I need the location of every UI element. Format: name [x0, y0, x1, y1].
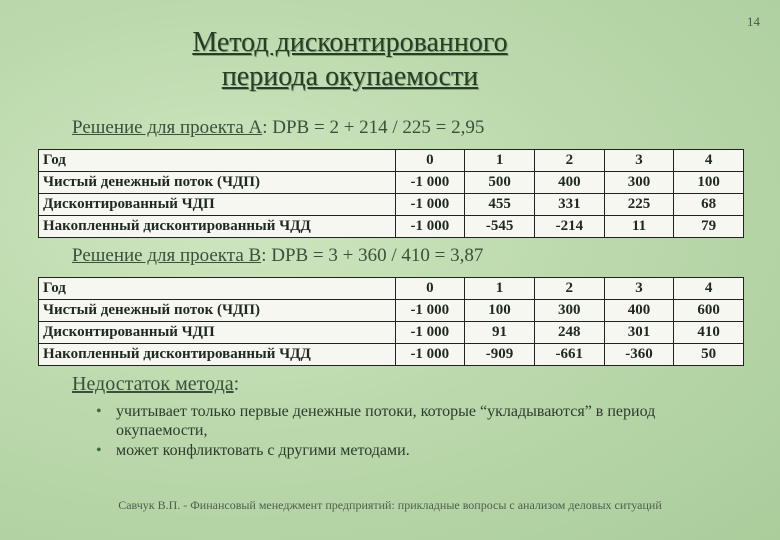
bullet-dot-icon: •	[96, 403, 102, 420]
row-label: Год	[39, 150, 396, 172]
table-cell: -360	[604, 344, 674, 366]
row-label: Чистый денежный поток (ЧДП)	[39, 300, 396, 322]
row-label: Накопленный дисконтированный ЧДД	[39, 344, 396, 366]
table-cell: 400	[534, 172, 604, 194]
table-row	[39, 278, 744, 300]
bullet-text: может конфликтовать с другими методами.	[116, 442, 410, 459]
table-cell: 331	[534, 194, 604, 216]
slide-title	[0, 26, 700, 94]
table-row	[39, 150, 744, 172]
table-row	[39, 194, 744, 216]
table-cell: 455	[465, 194, 535, 216]
table-cell: 0	[395, 278, 465, 300]
solution-b-formula: : DPB = 3 + 360 / 410 = 3,87	[261, 245, 484, 266]
slide-number: 14	[747, 14, 760, 29]
solution-a-line	[72, 117, 484, 139]
table-cell: 3	[604, 278, 674, 300]
bullet-item	[96, 402, 746, 440]
table-cell: 11	[604, 216, 674, 238]
table-row	[39, 322, 744, 344]
table-cell: -661	[534, 344, 604, 366]
title-line-1: Метод дисконтированного	[192, 27, 508, 58]
row-label: Накопленный дисконтированный ЧДД	[39, 216, 396, 238]
table-cell: -545	[465, 216, 535, 238]
solution-b-line	[72, 245, 483, 267]
bullet-text: учитывает только первые денежные потоки, которые “укладываются” в период окупаемости,	[116, 403, 656, 439]
table-cell: -214	[534, 216, 604, 238]
cashflow-table-a	[38, 149, 744, 238]
table-cell: 79	[674, 216, 744, 238]
flaw-heading-colon: :	[233, 373, 240, 395]
footer-citation: Савчук В.П. - Финансовый менеджмент предприятий: прикладные вопросы с анализом деловых ситуаций	[118, 498, 662, 512]
row-label: Год	[39, 278, 396, 300]
table-cell: 225	[604, 194, 674, 216]
row-label: Дисконтированный ЧДП	[39, 322, 396, 344]
table-cell: 500	[465, 172, 535, 194]
solution-a-formula: : DPB = 2 + 214 / 225 = 2,95	[262, 117, 485, 138]
table-cell: 400	[604, 300, 674, 322]
table-cell: -1 000	[395, 194, 465, 216]
table-cell: -1 000	[395, 172, 465, 194]
table-cell: -1 000	[395, 322, 465, 344]
table-cell: 248	[534, 322, 604, 344]
table-cell: 1	[465, 150, 535, 172]
table-cell: -1 000	[395, 300, 465, 322]
table-cell: 2	[534, 150, 604, 172]
table-cell: 600	[674, 300, 744, 322]
solution-b-label: Решение для проекта В	[72, 245, 262, 266]
table-cell: -1 000	[395, 344, 465, 366]
table-row	[39, 344, 744, 366]
table-row	[39, 216, 744, 238]
flaw-bullet-list	[96, 402, 746, 461]
table-row	[39, 300, 744, 322]
flaw-heading	[72, 373, 239, 396]
table-cell: 301	[604, 322, 674, 344]
table-cell: 100	[674, 172, 744, 194]
title-line-2: периода окупаемости	[221, 61, 479, 92]
table-cell: -1 000	[395, 216, 465, 238]
table-cell: 2	[534, 278, 604, 300]
table-cell: 68	[674, 194, 744, 216]
bullet-dot-icon: •	[96, 442, 102, 459]
table-cell: 4	[674, 278, 744, 300]
row-label: Чистый денежный поток (ЧДП)	[39, 172, 396, 194]
flaw-heading-text: Недостаток метода	[72, 373, 234, 395]
table-cell: 0	[395, 150, 465, 172]
solution-a-label: Решение для проекта А	[72, 117, 263, 138]
table-cell: 300	[534, 300, 604, 322]
table-cell: 300	[604, 172, 674, 194]
table-row	[39, 172, 744, 194]
bullet-item	[96, 441, 746, 460]
table-cell: 100	[465, 300, 535, 322]
cashflow-table-b	[38, 277, 744, 366]
table-cell: -909	[465, 344, 535, 366]
table-cell: 410	[674, 322, 744, 344]
row-label: Дисконтированный ЧДП	[39, 194, 396, 216]
table-cell: 4	[674, 150, 744, 172]
table-cell: 91	[465, 322, 535, 344]
table-cell: 3	[604, 150, 674, 172]
table-cell: 50	[674, 344, 744, 366]
table-cell: 1	[465, 278, 535, 300]
